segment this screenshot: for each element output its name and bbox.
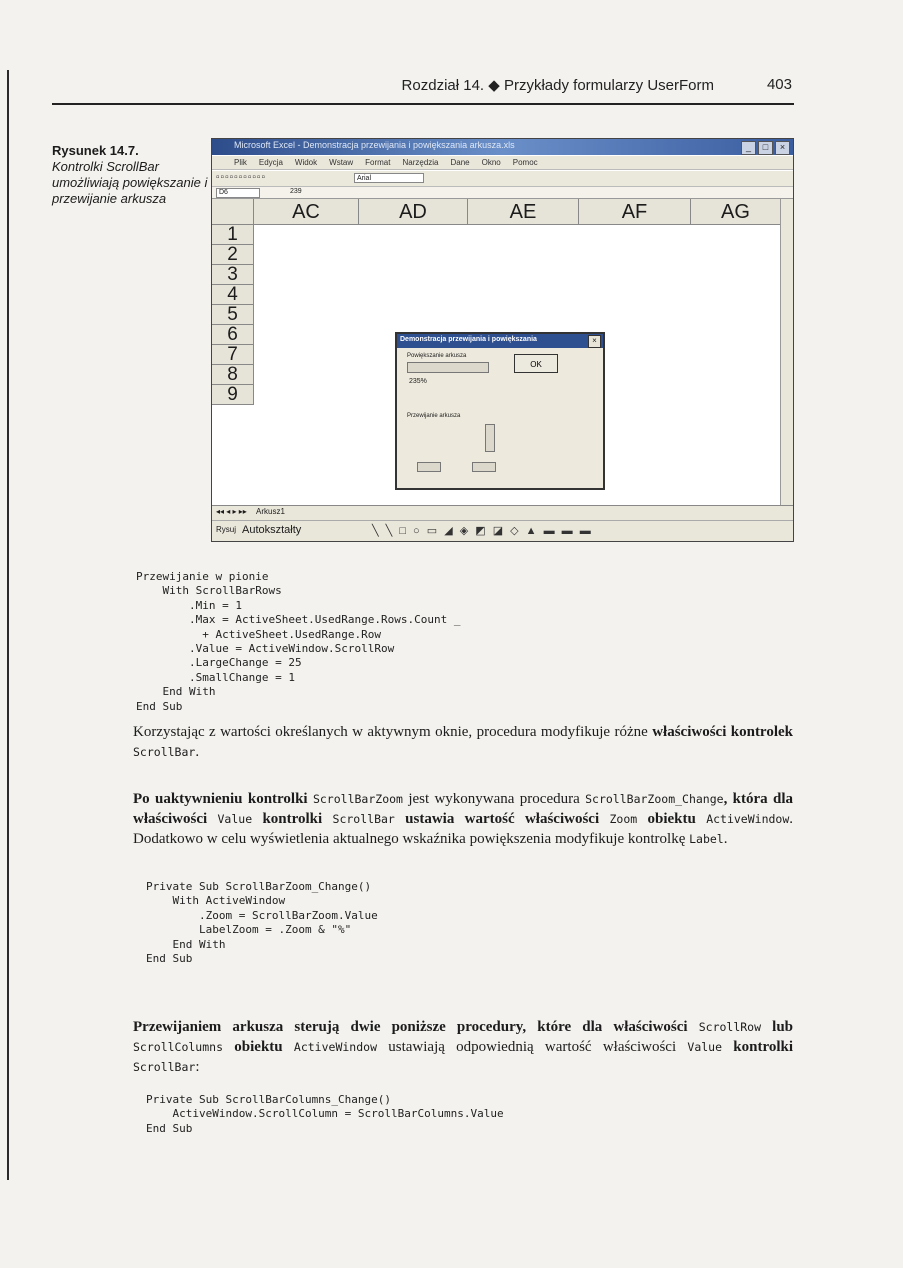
columns-scrollbar-secondary[interactable] <box>472 462 496 472</box>
excel-menubar <box>212 156 793 170</box>
row-header-1[interactable]: 1 <box>212 225 254 245</box>
drawing-toolbar <box>212 520 793 541</box>
paragraph-3: Przewijaniem arkusza sterują dwie poniższe procedury, które dla właściwości ScrollRow lub ScrollColumns obiektu ActiveWindow ustawiają odpowiednią wartość właściwości Value kontrolki ScrollBar: <box>133 1019 794 1075</box>
drawing-tool-icons[interactable]: ╲ ╲ □ ○ ▭ ◢ ◈ ◩ ◪ ◇ ▲ ▬ ▬ ▬ <box>372 525 593 537</box>
row-header-3[interactable]: 3 <box>212 265 254 285</box>
worksheet-grid <box>212 199 793 505</box>
vertical-scrollbar[interactable] <box>780 199 793 505</box>
toolbar-icons[interactable]: ▫▫▫▫▫▫▫▫▫▫▫ <box>216 172 266 183</box>
code-block-columns-change: Private Sub ScrollBarColumns_Change() ActiveWindow.ScrollColumn = ScrollBarColumns.Value End Sub <box>146 1093 504 1135</box>
column-header-ac[interactable]: AC <box>254 199 359 225</box>
menu-pomoc[interactable]: Pomoc <box>512 158 538 167</box>
font-name-box[interactable]: Arial <box>354 173 424 183</box>
figure-caption-text: Kontrolki ScrollBar umożliwiają powiększanie i przewijanie arkusza <box>52 159 208 206</box>
draw-menu[interactable]: Rysuj <box>216 525 237 534</box>
sheet-nav-arrows-icon[interactable]: ◂◂ ◂ ▸ ▸▸ <box>216 507 247 516</box>
formula-bar <box>212 187 793 199</box>
sheet-tab-bar <box>212 505 793 520</box>
excel-toolbar <box>212 171 793 187</box>
column-header-ae[interactable]: AE <box>468 199 579 225</box>
header-rule <box>52 103 794 105</box>
page-number: 403 <box>766 76 792 93</box>
code-block-zoom-change: Private Sub ScrollBarZoom_Change() With ActiveWindow .Zoom = ScrollBarZoom.Value LabelZoom = .Zoom & "%" End With End Sub <box>146 880 378 966</box>
excel-window-title: Microsoft Excel - Demonstracja przewijania i powiększania arkusza.xls <box>234 140 515 150</box>
row-header-7[interactable]: 7 <box>212 345 254 365</box>
zoom-scrollbar[interactable] <box>407 362 489 373</box>
chapter-title: Rozdział 14. ◆ Przykłady formularzy UserForm <box>401 77 714 94</box>
menu-plik[interactable]: Plik <box>234 158 247 167</box>
row-header-6[interactable]: 6 <box>212 325 254 345</box>
dialog-titlebar <box>397 334 603 348</box>
row-header-2[interactable]: 2 <box>212 245 254 265</box>
column-header-af[interactable]: AF <box>579 199 691 225</box>
menu-dane[interactable]: Dane <box>450 158 470 167</box>
menu-widok[interactable]: Widok <box>294 158 318 167</box>
figure-caption <box>52 143 212 207</box>
row-header-5[interactable]: 5 <box>212 305 254 325</box>
menu-narzedzia[interactable]: Narzędzia <box>402 158 439 167</box>
figure-label: Rysunek 14.7. <box>52 143 139 158</box>
excel-screenshot <box>211 138 794 542</box>
dialog-title: Demonstracja przewijania i powiększania <box>400 336 537 343</box>
menu-edycja[interactable]: Edycja <box>258 158 283 167</box>
sheet-tab[interactable]: Arkusz1 <box>256 507 285 516</box>
row-header-8[interactable]: 8 <box>212 365 254 385</box>
rows-scrollbar[interactable] <box>485 424 495 452</box>
select-all-corner[interactable] <box>212 199 254 225</box>
paragraph-1: Korzystając z wartości określanych w aktywnym oknie, procedura modyfikuje różne właściwości kontrolek ScrollBar. <box>133 724 793 760</box>
paragraph-2: Po uaktywnieniu kontrolki ScrollBarZoom jest wykonywana procedura ScrollBarZoom_Change, która dla właściwości Value kontrolki ScrollBar ustawia wartość właściwości Zoom obiektu ActiveWindow. Dodatkowo w celu wyświetlenia aktualnego wskaźnika powiększenia modyfikuje kontrolkę Label. <box>133 791 794 847</box>
name-box[interactable]: D6 <box>216 188 260 198</box>
column-header-ag[interactable]: AG <box>691 199 781 225</box>
column-header-ad[interactable]: AD <box>359 199 468 225</box>
ok-button[interactable]: OK <box>514 354 558 373</box>
scroll-frame-label: Przewijanie arkusza <box>407 413 461 419</box>
minimize-icon[interactable]: _ <box>741 141 756 155</box>
row-header-9[interactable]: 9 <box>212 385 254 405</box>
zoom-value-label: 235% <box>409 378 427 385</box>
columns-scrollbar[interactable] <box>417 462 441 472</box>
menu-okno[interactable]: Okno <box>481 158 501 167</box>
close-icon[interactable]: × <box>775 141 790 155</box>
zoom-frame-label: Powiększanie arkusza <box>407 353 467 359</box>
formula-value[interactable]: 239 <box>290 188 302 195</box>
excel-titlebar <box>212 139 793 155</box>
userform-dialog <box>395 332 605 490</box>
dialog-close-icon[interactable]: × <box>588 335 601 348</box>
autoshapes-menu[interactable]: Autokształty <box>242 524 302 536</box>
menu-wstaw[interactable]: Wstaw <box>329 158 354 167</box>
code-block-scrollrows: Przewijanie w pionie With ScrollBarRows .Min = 1 .Max = ActiveSheet.UsedRange.Rows.Count _ + ActiveSheet.UsedRange.Row .Value = ActiveWindow.ScrollRow .LargeChange = 25 .SmallChange = 1 End With End Sub <box>136 570 461 713</box>
menu-format[interactable]: Format <box>365 158 391 167</box>
running-header <box>52 76 792 98</box>
row-header-4[interactable]: 4 <box>212 285 254 305</box>
maximize-icon[interactable]: □ <box>758 141 773 155</box>
page-binding-line <box>7 70 9 1180</box>
